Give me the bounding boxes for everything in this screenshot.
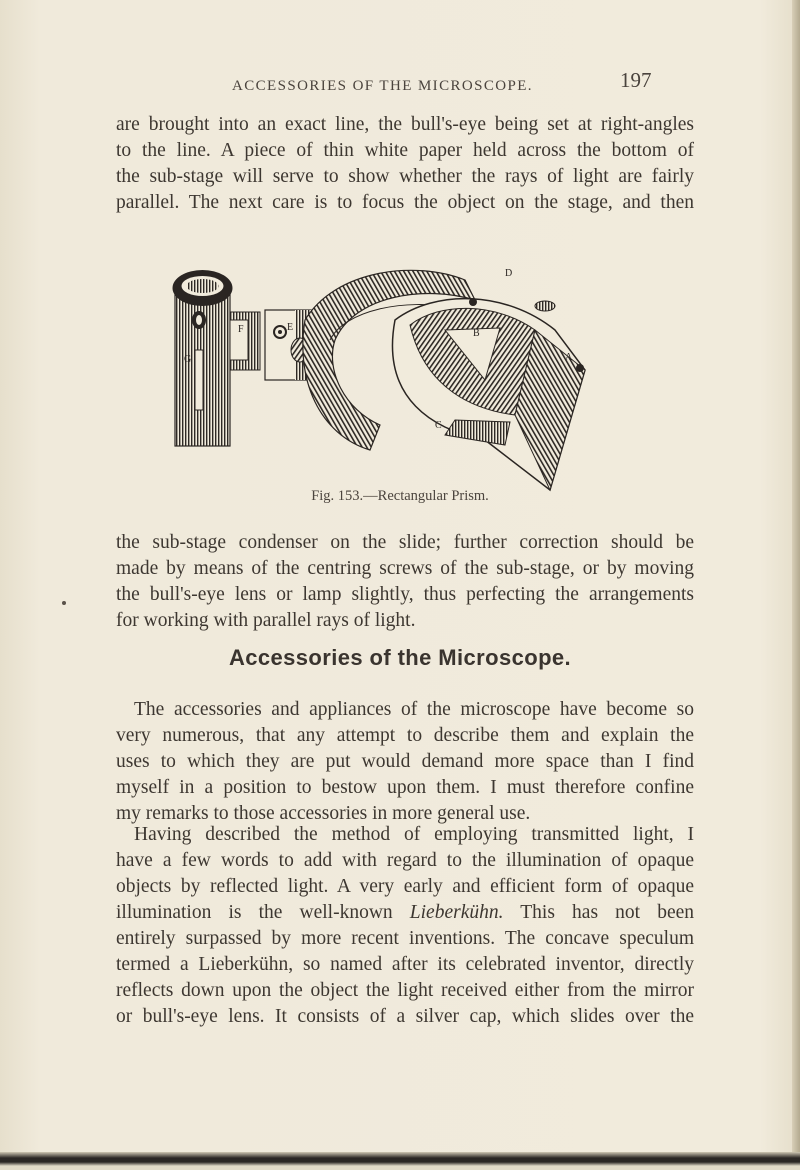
figure-caption: Fig. 153.—Rectangular Prism. xyxy=(311,488,489,504)
prism-housing xyxy=(392,298,585,490)
text-line: entirely surpassed by more recent inventions. The concave speculum xyxy=(116,928,694,949)
margin-mark xyxy=(62,601,66,605)
text-line: myself in a position to bestow upon them. I must therefore confine xyxy=(116,777,694,798)
text-segment: illumination is the well-known xyxy=(116,902,393,923)
text-line: Having described the method of employing transmitted light, I xyxy=(134,824,694,845)
figure-label-a: A xyxy=(565,352,573,363)
paragraph xyxy=(116,822,694,1030)
figure-label-g: G xyxy=(184,354,192,365)
page-bottom-edge xyxy=(0,1152,800,1170)
paragraph xyxy=(116,530,694,634)
text-line: made by means of the centring screws of the sub-stage, or by moving xyxy=(116,558,694,579)
text-line: my remarks to those accessories in more general use. xyxy=(116,803,531,824)
running-title: ACCESSORIES OF THE MICROSCOPE. xyxy=(232,78,533,94)
text-line: termed a Lieberkühn, so named after its celebrated inventor, directly xyxy=(116,954,694,975)
figure-label-e: E xyxy=(287,322,294,333)
figure-label-f: F xyxy=(238,324,244,335)
text-line: objects by reflected light. A very early and efficient form of opaque xyxy=(116,876,694,897)
text-line: uses to which they are put would demand more space than I find xyxy=(116,751,694,772)
text-line: have a few words to add with regard to the illumination of opaque xyxy=(116,850,694,871)
text-segment: This has not been xyxy=(520,902,695,923)
figure-rectangular-prism xyxy=(155,250,635,500)
text-line-mixed xyxy=(116,900,694,926)
paragraph xyxy=(116,697,694,827)
text-line: parallel. The next care is to focus the object on the stage, and then xyxy=(116,192,694,213)
left-cylinder xyxy=(173,270,233,446)
paragraph-continuation xyxy=(116,112,694,216)
section-heading: Accessories of the Microscope. xyxy=(228,645,572,670)
figure-label-b: B xyxy=(473,328,480,339)
italic-term: Lieberkühn. xyxy=(409,902,504,923)
text-line: for working with parallel rays of light. xyxy=(116,610,416,631)
text-line: or bull's-eye lens. It consists of a silver cap, which slides over the xyxy=(116,1006,694,1027)
text-line: are brought into an exact line, the bull's-eye being set at right-angles xyxy=(116,114,694,135)
text-line: reflects down upon the object the light received either from the mirror xyxy=(116,980,694,1001)
text-line: The accessories and appliances of the microscope have become so xyxy=(134,699,694,720)
text-line: very numerous, that any attempt to describe them and explain the xyxy=(116,725,694,746)
figure-label-d: D xyxy=(505,268,513,279)
prism-illustration xyxy=(155,250,635,500)
sleeve-f xyxy=(230,312,260,370)
page-edge xyxy=(792,0,800,1170)
page-number: 197 xyxy=(620,68,652,92)
text-line: the sub-stage condenser on the slide; further correction should be xyxy=(116,532,694,553)
figure-label-c: C xyxy=(435,420,442,431)
text-line: the bull's-eye lens or lamp slightly, thus perfecting the arrangements xyxy=(116,584,694,605)
text-line: to the line. A piece of thin white paper held across the bottom of xyxy=(116,140,694,161)
text-line: the sub-stage will serve to show whether the rays of light are fairly xyxy=(116,166,694,187)
